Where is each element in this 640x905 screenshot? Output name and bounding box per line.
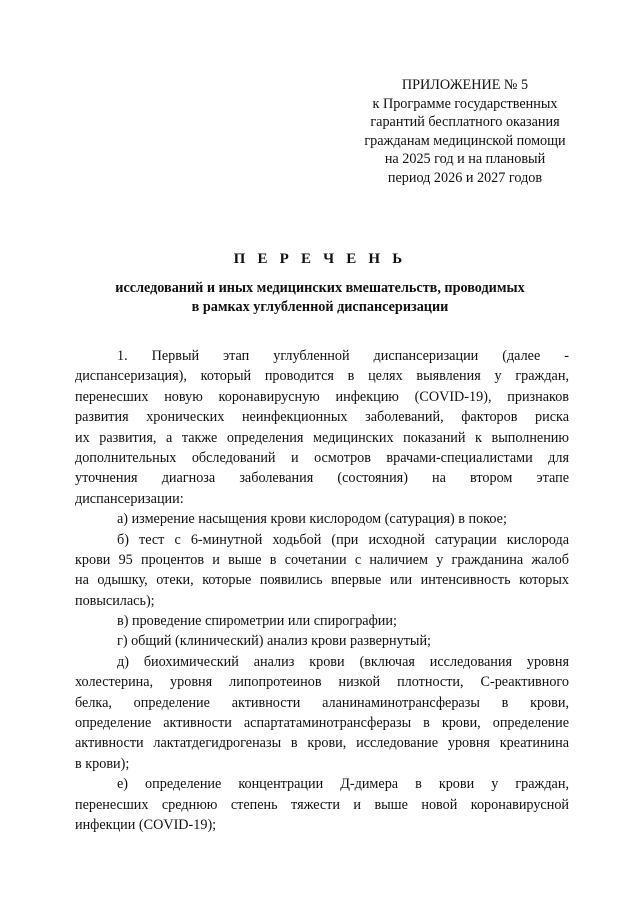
body-line: повысилась); — [75, 592, 155, 609]
body-line: холестерина, уровня липопротеинов низкой плотности, С-реактивного — [75, 674, 569, 691]
appendix-block — [330, 76, 600, 188]
body-line: их развития, а также определения медицинских показаний к выполнению — [75, 429, 569, 446]
body-line: инфекции (COVID-19); — [75, 816, 217, 833]
appendix-line: гражданам медицинской помощи — [364, 132, 566, 149]
document-subtitle — [60, 279, 580, 316]
body-line: дополнительных обследований и осмотров врачами-специалистами для — [75, 449, 569, 466]
appendix-line: гарантий бесплатного оказания — [370, 114, 560, 131]
list-item-e: е) определение концентрации Д-димера в крови у граждан, — [117, 776, 569, 793]
body-line: 1. Первый этап углубленной диспансеризации (далее - — [117, 348, 569, 364]
body-line: диспансеризации: — [75, 490, 184, 507]
body-line: определение активности аспартатаминотрансферазы в крови, определение — [75, 715, 569, 732]
list-item-b: б) тест с 6-минутной ходьбой (при исходной сатурации кислорода — [117, 531, 569, 548]
document-body — [75, 346, 569, 835]
appendix-line: период 2026 и 2027 годов — [387, 169, 543, 186]
list-item-a: а) измерение насыщения крови кислородом (сатурация) в покое; — [117, 511, 507, 528]
body-line: в крови); — [75, 755, 130, 772]
body-line: уточнения диагноза заболевания (состояния) на втором этапе — [75, 470, 569, 487]
subtitle-line: в рамках углубленной диспансеризации — [191, 298, 449, 315]
appendix-line: на 2025 год и на плановый — [384, 151, 546, 168]
body-line: перенесших новую коронавирусную инфекцию (COVID-19), признаков — [75, 388, 569, 405]
list-item-v: в) проведение спирометрии или спирографии; — [117, 613, 397, 630]
body-line: крови 95 процентов и выше в сочетании с наличием у гражданина жалоб — [75, 551, 569, 568]
body-line: перенесших среднюю степень тяжести и выше новой коронавирусной — [75, 796, 569, 813]
body-line: активности лактатдегидрогеназы в крови, исследование уровня креатинина — [75, 735, 569, 752]
body-line: развития хронических неинфекционных заболеваний, факторов риска — [75, 409, 569, 426]
document-title: П Е Р Е Ч Е Н Ь — [233, 251, 407, 267]
body-line: на одышку, отеки, которые появились впервые или интенсивность которых — [75, 572, 569, 589]
appendix-line: ПРИЛОЖЕНИЕ № 5 — [401, 77, 529, 93]
body-line: белка, определение активности аланинаминотрансферазы в крови, — [75, 694, 569, 711]
list-item-d: д) биохимический анализ крови (включая исследования уровня — [117, 653, 569, 670]
subtitle-line: исследований и иных медицинских вмешательств, проводимых — [115, 280, 525, 296]
appendix-line: к Программе государственных — [372, 95, 558, 112]
list-item-g: г) общий (клинический) анализ крови развернутый; — [117, 633, 431, 650]
body-line: диспансеризация), который проводится в целях выявления у граждан, — [75, 368, 569, 385]
